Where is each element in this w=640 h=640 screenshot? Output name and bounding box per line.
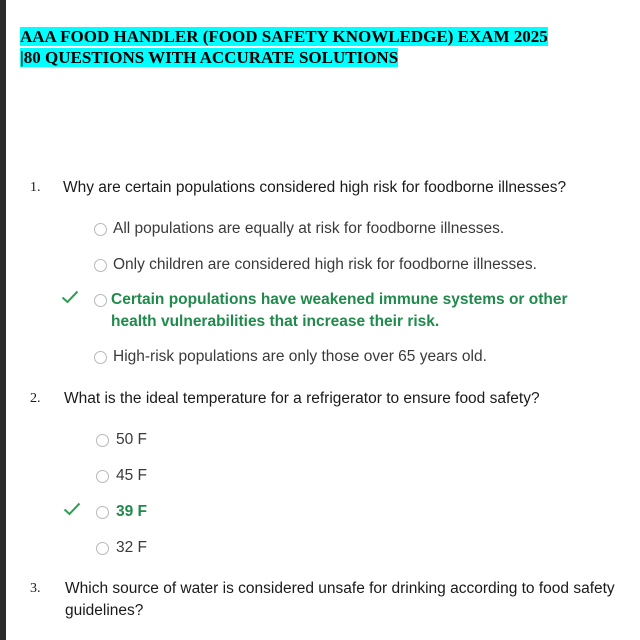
question-text: Why are certain populations considered high risk for foodborne illnesses? [63,179,567,196]
answer-option[interactable] [0,254,640,276]
option-text: 45 F [116,467,148,484]
answer-option-correct[interactable] [0,289,640,333]
title-line-2: |80 QUESTIONS WITH ACCURATE SOLUTIONS [20,48,399,67]
answer-option[interactable] [0,537,640,559]
question-number: 1. [30,180,41,195]
answer-option[interactable] [0,429,640,451]
radio-icon[interactable] [96,542,109,555]
document-title [20,26,548,68]
answer-option[interactable] [0,465,640,487]
radio-icon[interactable] [96,470,109,483]
radio-icon[interactable] [96,434,109,447]
question-text: What is the ideal temperature for a refrigerator to ensure food safety? [64,390,540,407]
radio-icon[interactable] [94,351,107,364]
option-text: High-risk populations are only those over 65 years old. [113,348,487,365]
radio-icon[interactable] [96,506,109,519]
question-number: 3. [30,581,41,596]
answer-option[interactable] [0,346,640,368]
check-icon [63,502,81,516]
radio-icon[interactable] [94,259,107,272]
answer-option[interactable] [0,218,640,240]
option-text: Only children are considered high risk for foodborne illnesses. [113,256,537,273]
question-text: Which source of water is considered unsafe for drinking according to food safety guidelines? [65,580,615,619]
option-text: 50 F [116,431,148,448]
option-text: 32 F [116,539,148,556]
option-text: All populations are equally at risk for foodborne illnesses. [113,220,505,237]
answer-option-correct[interactable] [0,501,640,523]
radio-icon[interactable] [94,294,107,307]
radio-icon[interactable] [94,223,107,236]
title-line-1: AAA FOOD HANDLER (FOOD SAFETY KNOWLEDGE) EXAM 2025 [20,27,548,46]
question-number: 2. [30,391,41,406]
check-icon [61,290,79,304]
option-text: 39 F [116,503,148,520]
option-text: Certain populations have weakened immune systems or other health vulnerabilities that increase their risk. [111,291,568,330]
